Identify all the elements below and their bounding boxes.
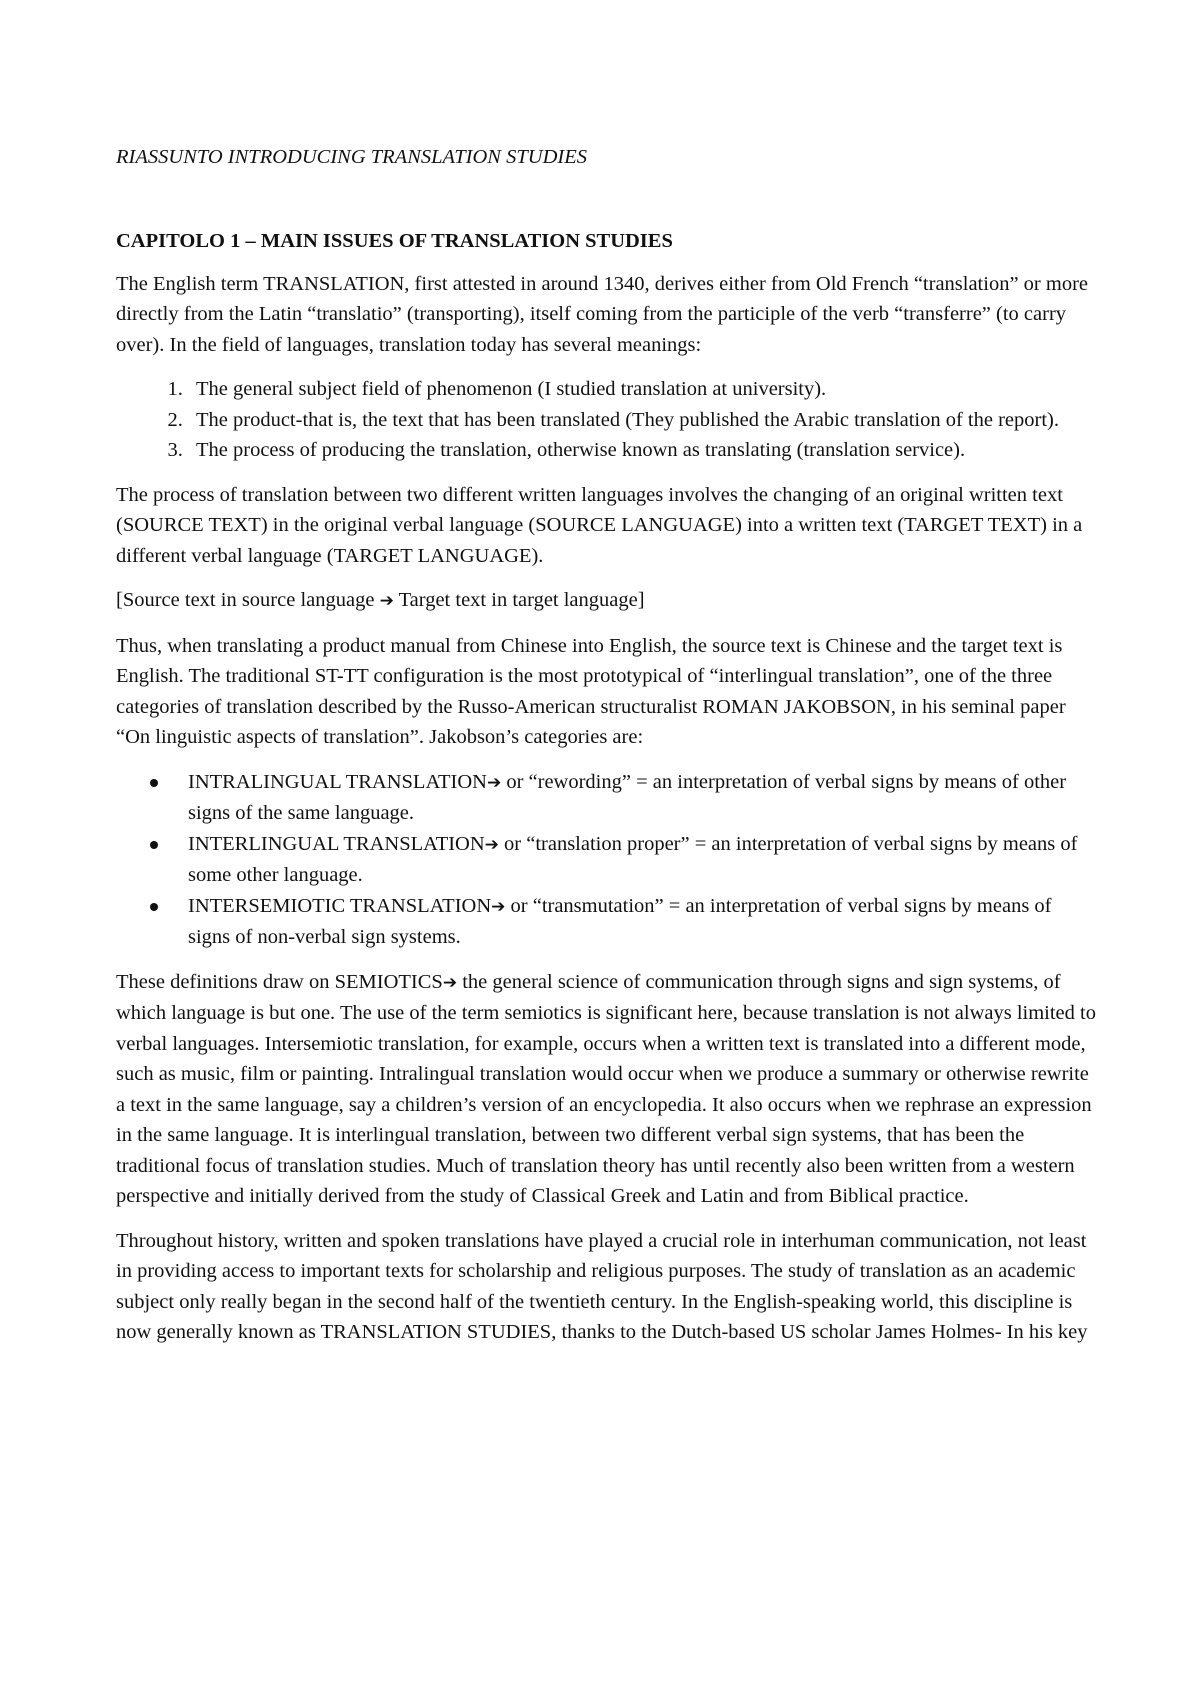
paragraph-intro: The English term TRANSLATION, first attested in around 1340, derives either from Old French “translation” or more directly from the Latin “translatio” (transporting), itself coming from the participle of the verb “transferre” (to carry over). In the field of languages, translation today has several meanings: xyxy=(116,272,1088,356)
arrow-icon: ➔ xyxy=(484,834,499,855)
category-definition: or “transmutation” = an interpretation of verbal signs by means of signs of non-verbal sign systems. xyxy=(188,894,1052,948)
arrow-icon: ➔ xyxy=(442,972,458,993)
list-item-text: The process of producing the translation, otherwise known as translating (translation service). xyxy=(196,439,966,461)
bullet-icon xyxy=(150,779,158,787)
semiotics-lead: These definitions draw on SEMIOTICS xyxy=(116,970,443,993)
list-item-text: The product-that is, the text that has been translated (They published the Arabic translation of the report). xyxy=(196,408,1060,431)
category-term: INTRALINGUAL TRANSLATION xyxy=(188,770,487,793)
list-item xyxy=(188,435,1096,466)
list-item xyxy=(188,405,1096,436)
arrow-icon: ➔ xyxy=(486,772,502,793)
paragraph-semiotics xyxy=(116,967,1096,1212)
chapter-heading: CAPITOLO 1 – MAIN ISSUES OF TRANSLATION STUDIES xyxy=(116,230,673,252)
category-term: INTERSEMIOTIC TRANSLATION xyxy=(188,894,492,917)
document-title: RIASSUNTO INTRODUCING TRANSLATION STUDIES xyxy=(116,146,587,168)
category-definition: or “rewording” = an interpretation of verbal signs by means of other signs of the same language. xyxy=(188,770,1067,824)
paragraph-jakobson: Thus, when translating a product manual from Chinese into English, the source text is Chinese and the target text is English. The traditional ST-TT configuration is the most prototypical of “interlingual translation”, one of the three categories of translation described by the Russo-American structuralist ROMAN JAKOBSON, in his seminal paper “On linguistic aspects of translation”. Jakobson’s categories are: xyxy=(116,634,1066,748)
arrow-icon: ➔ xyxy=(379,591,394,611)
list-item xyxy=(188,891,1096,953)
formula-line xyxy=(116,585,1096,617)
meanings-list xyxy=(116,374,1096,466)
arrow-icon: ➔ xyxy=(491,896,506,917)
category-term: INTERLINGUAL TRANSLATION xyxy=(188,832,485,855)
list-item xyxy=(188,767,1096,829)
list-item xyxy=(188,829,1096,891)
semiotics-rest: the general science of communication through signs and sign systems, of which language is but one. The use of the term semiotics is significant here, because translation is not always limited to verbal languages. Intersemiotic translation, for example, occurs when a written text is translated into a different mode, such as music, film or painting. Intralingual translation would occur when we produce a summary or otherwise rewrite a text in the same language, say a children’s version of an encyclopedia. It also occurs when we rephrase an expression in the same language. It is interlingual translation, between two different verbal sign systems, that has been the traditional focus of translation studies. Much of translation theory has until recently also been written from a western perspective and initially derived from the study of Classical Greek and Latin and from Biblical practice. xyxy=(116,970,1096,1207)
category-definition: or “translation proper” = an interpretation of verbal signs by means of some other language. xyxy=(188,832,1078,886)
bullet-icon xyxy=(150,841,158,849)
formula-left: [Source text in source language xyxy=(116,589,380,611)
paragraph-process: The process of translation between two different written languages involves the changing of an original written text (SOURCE TEXT) in the original verbal language (SOURCE LANGUAGE) into a written text (TARGET TEXT) in a different verbal language (TARGET LANGUAGE). xyxy=(116,483,1083,567)
paragraph-history: Throughout history, written and spoken translations have played a crucial role in interhuman communication, not least in providing access to important texts for scholarship and religious purposes. The study of translation as an academic subject only really began in the second half of the twentieth century. In the English-speaking world, this discipline is now generally known as TRANSLATION STUDIES, thanks to the Dutch-based US scholar James Holmes- In his key xyxy=(116,1229,1088,1343)
document-body xyxy=(116,142,1096,1362)
formula-right: Target text in target language] xyxy=(393,589,645,611)
categories-list xyxy=(116,767,1096,953)
list-item xyxy=(188,374,1096,405)
bullet-icon xyxy=(150,903,158,911)
list-item-text: The general subject field of phenomenon (I studied translation at university). xyxy=(196,378,827,400)
